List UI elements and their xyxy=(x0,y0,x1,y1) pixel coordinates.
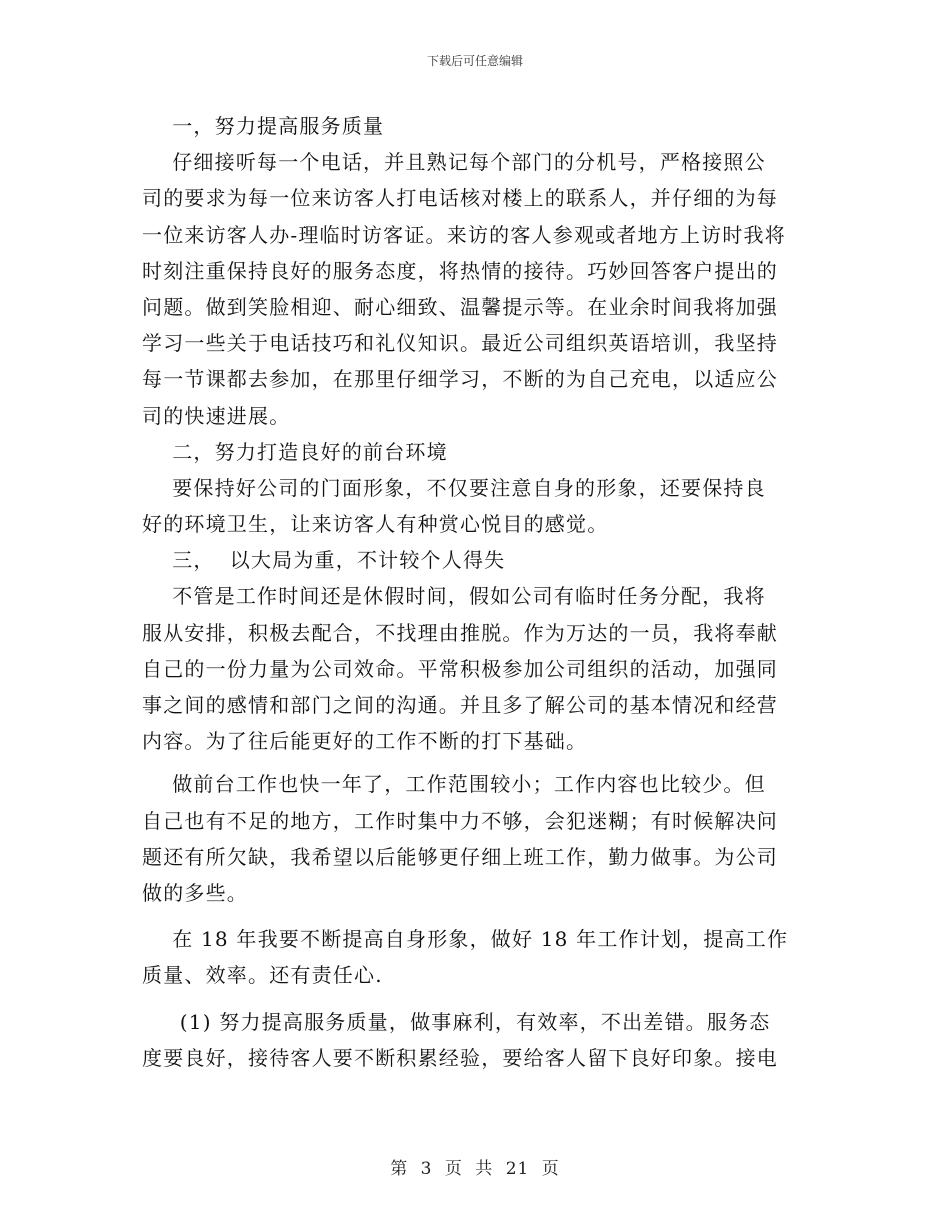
page-footer: 第 3 页 共 21 页 xyxy=(390,1159,560,1179)
body-line: 司的快速进展。 xyxy=(142,403,291,428)
body-line: 时刻注重保持良好的服务态度，将热情的接待。巧妙回答客户提出的 xyxy=(142,258,778,283)
document-body xyxy=(142,108,802,1076)
body-line: 内容。为了往后能更好的工作不断的打下基础。 xyxy=(142,729,588,754)
body-line: 事之间的感情和部门之间的沟通。并且多了解公司的基本情况和经营 xyxy=(142,693,778,717)
body-line: 仔细接听每一个电话，并且熟记每个部门的分机号，严格接照公 xyxy=(142,150,766,175)
body-line: 在 18 年我要不断提高自身形象，做好 18 年工作计划，提高工作 xyxy=(142,927,789,952)
body-line: 度要良好，接待客人要不断积累经验，要给客人留下良好印象。接电 xyxy=(142,1045,778,1070)
body-line: 自己也有不足的地方，工作时集中力不够，会犯迷糊；有时候解决问 xyxy=(142,808,778,833)
body-line: (1) 努力提高服务质量，做事麻利，有效率，不出差错。服务态 xyxy=(142,1009,771,1034)
body-line: 做的多些。 xyxy=(142,880,248,905)
page-header: 下载后可任意编辑 xyxy=(426,54,523,68)
body-line: 要保持好公司的门面形象，不仅要注意自身的形象，还要保持良 xyxy=(142,475,766,500)
body-line: 问题。做到笑脸相迎、耐心细致、温馨提示等。在业余时间我将加强 xyxy=(142,294,778,319)
body-line: 每一节课都去参加，在那里仔细学习，不断的为自己充电，以适应公 xyxy=(142,367,778,392)
body-line: 学习一些关于电话技巧和礼仪知识。最近公司组织英语培训，我坚持 xyxy=(142,331,778,356)
body-line: 服从安排，积极去配合，不找理由推脱。作为万达的一员，我将奉献 xyxy=(142,620,778,645)
body-line: 自己的一份力量为公司效命。平常积极参加公司组织的活动，加强同 xyxy=(142,656,778,681)
section-heading-1: 一，努力提高服务质量 xyxy=(142,114,385,138)
body-line: 质量、效率。还有责任心. xyxy=(142,963,383,988)
section-heading-2: 二，努力打造良好的前台环境 xyxy=(142,439,448,464)
body-line: 一位来访客人办-理临时访客证。来访的客人参观或者地方上访时我将 xyxy=(142,222,786,247)
section-heading-3: 三， 以大局为重，不计较个人得失 xyxy=(142,548,506,573)
body-line: 司的要求为每一位来访客人打电话核对楼上的联系人，并仔细的为每 xyxy=(142,186,778,211)
body-line: 不管是工作时间还是休假时间，假如公司有临时任务分配，我将 xyxy=(142,584,766,609)
body-line: 好的环境卫生，让来访客人有种赏心悦目的感觉。 xyxy=(142,512,609,537)
body-line: 做前台工作也快一年了，工作范围较小；工作内容也比较少。但 xyxy=(142,772,766,797)
body-line: 题还有所欠缺，我希望以后能够更仔细上班工作，勤力做事。为公司 xyxy=(142,844,778,869)
